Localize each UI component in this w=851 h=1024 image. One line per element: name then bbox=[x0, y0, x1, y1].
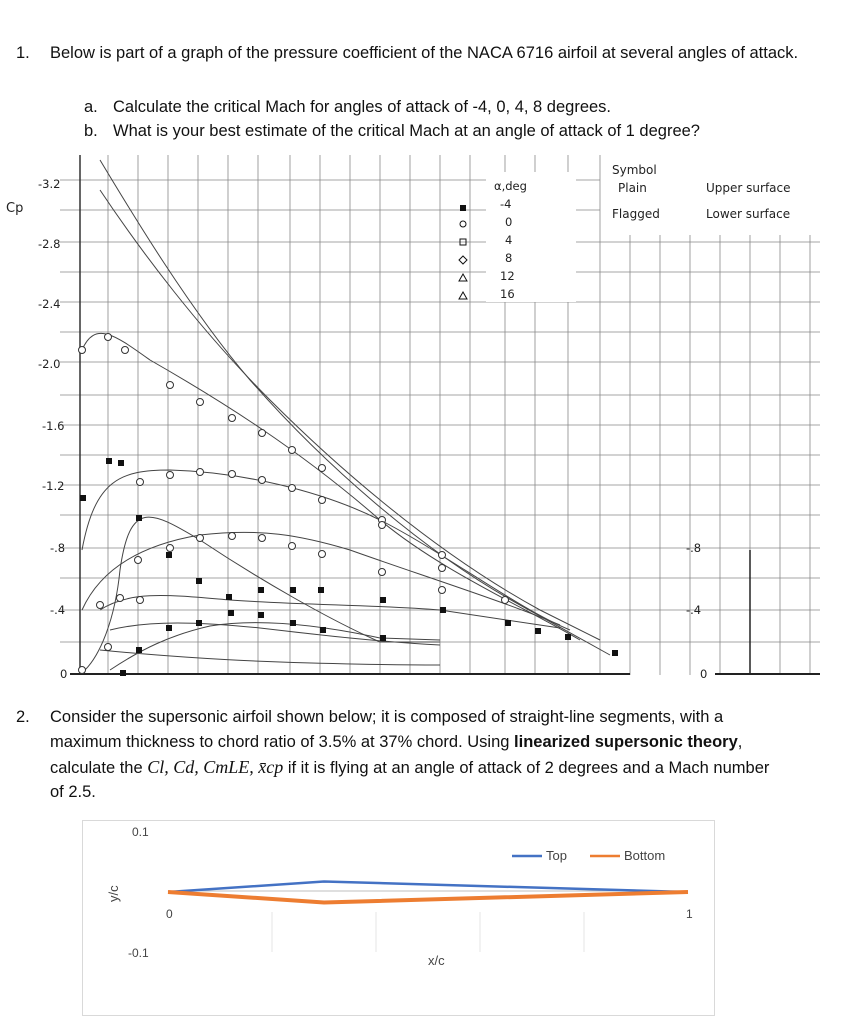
cp-y-title: Cp bbox=[6, 201, 24, 216]
cp-curve-lower-3 bbox=[100, 650, 440, 665]
q1a-label: a. bbox=[84, 98, 98, 116]
ytick-top: 0.1 bbox=[132, 825, 149, 839]
legend-symbol-diamond bbox=[459, 256, 467, 264]
legend-bottom-label: Bottom bbox=[624, 848, 666, 863]
q2-line2-b: , bbox=[737, 733, 743, 751]
cp-ytick-9: 0 bbox=[60, 667, 68, 681]
legend-symbol-triangle bbox=[459, 274, 467, 281]
cp-right-tick-2: -.4 bbox=[686, 603, 702, 617]
cp-upper-label: Upper surface bbox=[706, 181, 791, 195]
legend-symbol-circle bbox=[460, 221, 466, 227]
cp-alpha-4: 8 bbox=[505, 251, 513, 265]
cp-ytick-1: -3.2 bbox=[38, 177, 61, 191]
q2-line2-bold: linearized supersonic theory bbox=[514, 733, 738, 751]
ytick-bottom: -0.1 bbox=[128, 946, 149, 960]
q2-line3 bbox=[50, 756, 840, 779]
q1-number: 1. bbox=[16, 44, 30, 62]
cp-lower-label: Lower surface bbox=[706, 207, 791, 221]
cp-ytick-3: -2.4 bbox=[38, 297, 61, 311]
legend-symbol-filled-square bbox=[460, 205, 466, 211]
cp-alpha-6: 16 bbox=[500, 287, 515, 301]
cp-graph bbox=[0, 150, 851, 695]
q1a-text: Calculate the critical Mach for angles of attack of -4, 0, 4, 8 degrees. bbox=[113, 98, 612, 116]
x-axis-title: x/c bbox=[428, 953, 445, 968]
q2-line2 bbox=[50, 731, 840, 753]
cp-ytick-6: -1.2 bbox=[42, 479, 65, 493]
q2-line3-b: if it is flying at an angle of attack of 2 degrees and a Mach number bbox=[283, 759, 770, 777]
q2-line4: of 2.5. bbox=[50, 783, 96, 801]
cp-right-tick-3: 0 bbox=[700, 667, 708, 681]
legend-top-label: Top bbox=[546, 848, 567, 863]
q2-line1: Consider the supersonic airfoil shown below; it is composed of straight-line segments, with a bbox=[50, 708, 724, 726]
q1b-label: b. bbox=[84, 122, 98, 140]
cp-ytick-4: -2.0 bbox=[38, 357, 61, 371]
airfoil-gridlines bbox=[272, 912, 584, 952]
q1-text: Below is part of a graph of the pressure coefficient of the NACA 6716 airfoil at several angles of attack. bbox=[50, 44, 799, 62]
cp-ytick-7: -.8 bbox=[50, 541, 66, 555]
series-top-line bbox=[168, 882, 688, 893]
q1b-text: What is your best estimate of the critical Mach at an angle of attack of 1 degree? bbox=[113, 122, 700, 140]
cp-alpha-1: -4 bbox=[500, 197, 512, 211]
cp-curve-alpha4-upper bbox=[82, 470, 570, 630]
cp-alpha-3: 4 bbox=[505, 233, 513, 247]
cp-alpha-header: α,deg bbox=[494, 179, 527, 193]
q2-number: 2. bbox=[16, 708, 30, 726]
cp-grid bbox=[60, 155, 820, 675]
cp-plain-label: Plain bbox=[618, 181, 647, 195]
cp-curve-alpha0-upper bbox=[82, 532, 560, 625]
cp-ytick-5: -1.6 bbox=[42, 419, 65, 433]
cp-symbol-header: Symbol bbox=[612, 163, 657, 177]
q2-line3-a: calculate the bbox=[50, 759, 148, 777]
xtick-zero: 0 bbox=[166, 907, 173, 921]
cp-ytick-8: -.4 bbox=[50, 603, 66, 617]
series-bottom-line bbox=[168, 892, 688, 903]
xtick-one: 1 bbox=[686, 907, 693, 921]
cp-ytick-2: -2.8 bbox=[38, 237, 61, 251]
cp-alpha-2: 0 bbox=[505, 215, 513, 229]
legend-symbol-flag-triangle bbox=[459, 292, 467, 299]
cp-markers-filled bbox=[80, 458, 618, 676]
y-axis-title: y/c bbox=[106, 885, 121, 902]
cp-flagged-label: Flagged bbox=[612, 207, 660, 221]
q2-coefficients: Cl, Cd, CmLE, x̄cp bbox=[147, 757, 284, 777]
q2-line2-a: maximum thickness to chord ratio of 3.5% at 37% chord. Using bbox=[50, 733, 515, 751]
airfoil-chart bbox=[82, 820, 715, 1016]
cp-right-tick-1: -.8 bbox=[686, 541, 702, 555]
cp-alpha-5: 12 bbox=[500, 269, 515, 283]
